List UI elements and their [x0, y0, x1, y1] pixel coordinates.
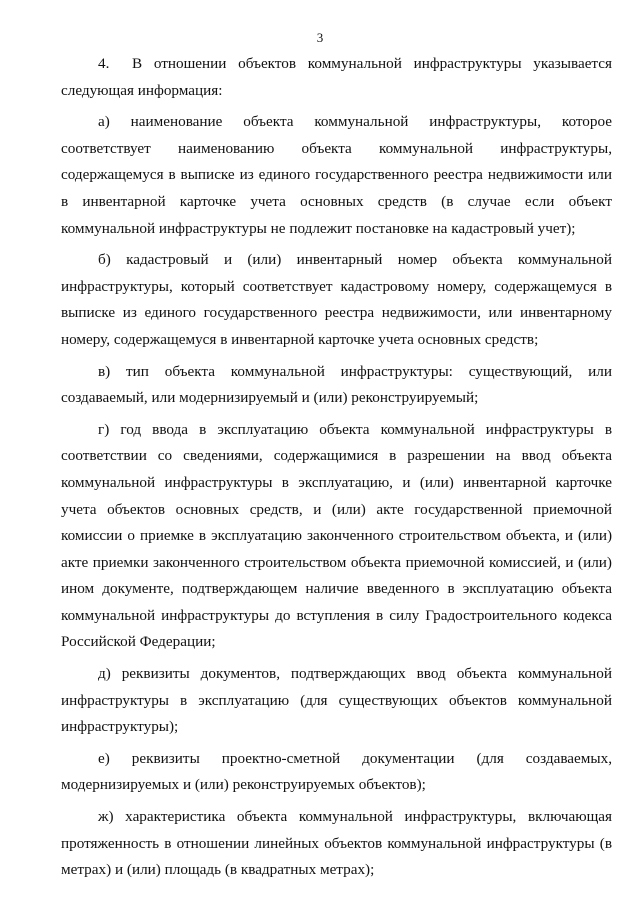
paragraph-v [61, 359, 612, 412]
document-body [61, 51, 612, 889]
paragraph-g [61, 417, 612, 656]
paragraph-text: а) наименование объекта коммунальной инфраструктуры, которое соответствует наименованию объекта коммунальной инфраструктуры, содержащемуся в выписке из единого государственного реестра недвижимости или в инвентарной карточке учета основных средств (в случае если объект коммунальной инфраструктуры не подлежит постановке на кадастровый учет); [61, 113, 612, 237]
paragraph-text: ж) характеристика объекта коммунальной инфраструктуры, включающая протяженность в отношении линейных объектов коммунальной инфраструктуры (в метрах) и (или) площадь (в квадратных метрах); [61, 808, 612, 879]
paragraph-text: в) тип объекта коммунальной инфраструктуры: существующий, или создаваемый, или модернизируемый и (или) реконструируемый; [61, 362, 612, 407]
paragraph-b [61, 247, 612, 353]
paragraph-text: г) год ввода в эксплуатацию объекта коммунальной инфраструктуры в соответствии со сведениями, содержащимися в разрешении на ввод объекта коммунальной инфраструктуры в эксплуатацию, и (или) инвентарной карточке учета объектов основных средств, и (или) акте государственной приемочной комиссии о приемке в эксплуатацию законченного строительством объекта, и (или) акте приемки законченного строительством объекта приемочной комиссией, и (или) ином документе, подтверждающем наличие введенного в эксплуатацию объекта коммунальной инфраструктуры до вступления в силу Градостроительного кодекса Российской Федерации; [61, 420, 612, 651]
paragraph-number: 4. [98, 55, 110, 72]
paragraph-e [61, 746, 612, 799]
paragraph-a [61, 109, 612, 242]
paragraph-text: В отношении объектов коммунальной инфраструктуры указывается следующая информация: [61, 55, 612, 99]
paragraph-4 [61, 51, 612, 104]
paragraph-text: д) реквизиты документов, подтверждающих ввод объекта коммунальной инфраструктуры в эксплуатацию (для существующих объектов коммунальной инфраструктуры); [61, 665, 612, 736]
paragraph-zh [61, 804, 612, 884]
paragraph-text: б) кадастровый и (или) инвентарный номер объекта коммунальной инфраструктуры, который соответствует кадастровому номеру, содержащемуся в выписке из единого государственного реестра недвижимости, или инвентарному номеру, содержащемуся в инвентарной карточке учета основных средств; [61, 251, 612, 348]
page-number: 3 [316, 30, 324, 45]
paragraph-text: е) реквизиты проектно-сметной документации (для создаваемых, модернизируемых и (или) реконструируемых объектов); [61, 749, 612, 794]
paragraph-d [61, 661, 612, 741]
